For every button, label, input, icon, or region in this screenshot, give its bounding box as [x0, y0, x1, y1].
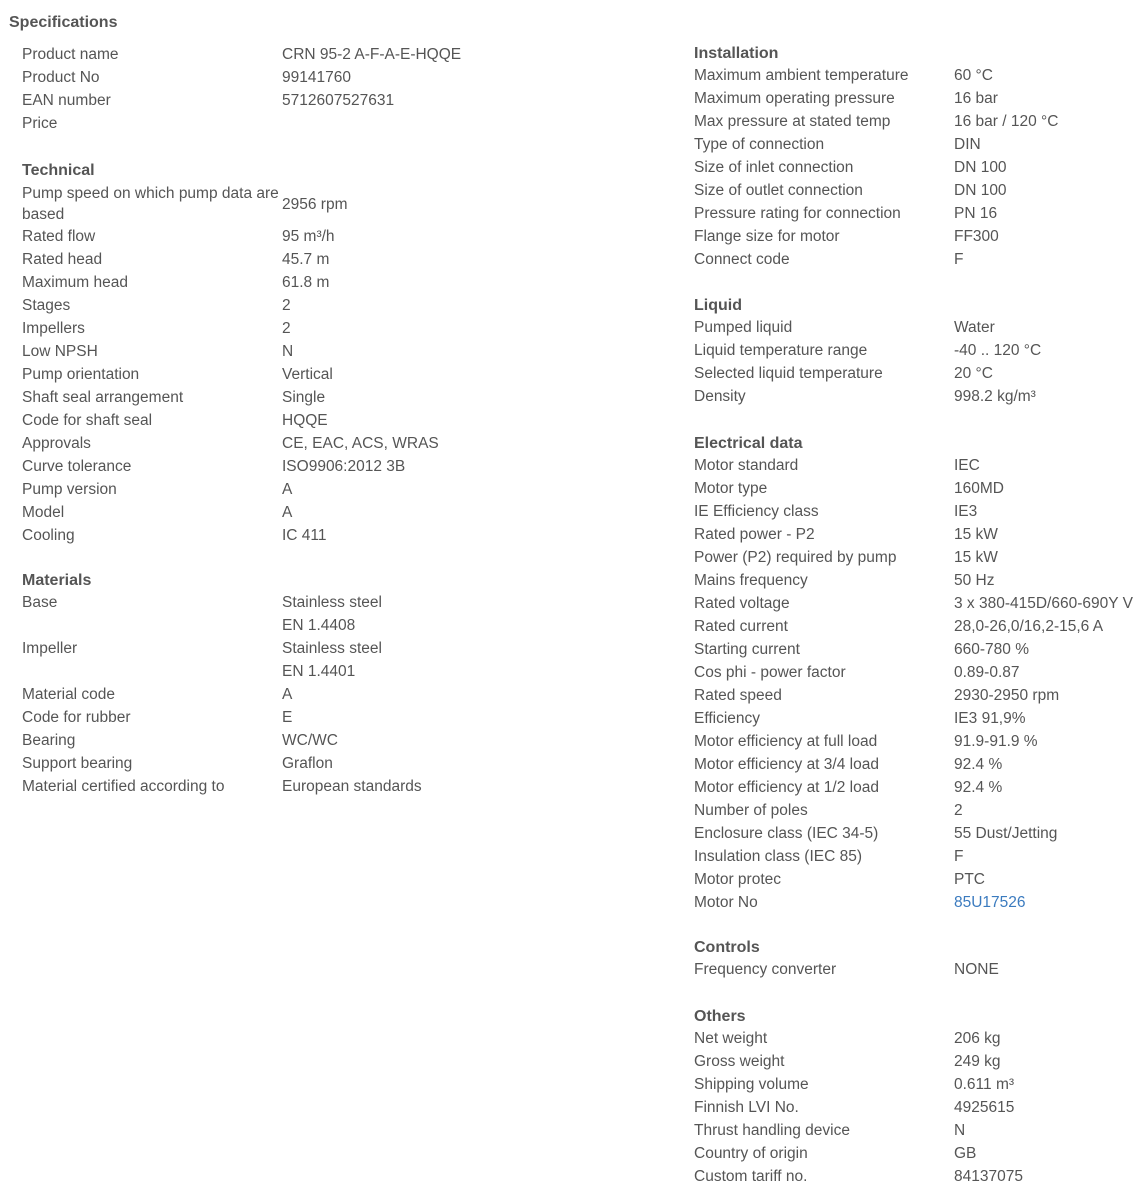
spec-row: [694, 570, 1134, 593]
spec-label: Motor efficiency at 1/2 load: [694, 779, 879, 796]
spec-value: 61.8 m: [282, 274, 330, 291]
spec-row: [22, 387, 562, 410]
spec-label: Pump orientation: [22, 366, 140, 383]
spec-row: [694, 1166, 1134, 1189]
spec-row: [22, 364, 562, 387]
spec-value: HQQE: [282, 412, 328, 429]
spec-value: 3 x 380-415D/660-690Y V: [954, 595, 1133, 612]
spec-row: [22, 90, 562, 113]
spec-value: [282, 592, 562, 638]
spec-row: [694, 157, 1134, 180]
others-section: [694, 1005, 1134, 1189]
spec-value: 206 kg: [954, 1030, 1001, 1047]
spec-value: WC/WC: [282, 732, 338, 749]
spec-row: [22, 753, 562, 776]
spec-row: [22, 525, 562, 548]
spec-label: Size of inlet connection: [694, 159, 854, 176]
spec-value: GB: [954, 1145, 977, 1162]
spec-value: 92.4 %: [954, 756, 1003, 773]
spec-label: Curve tolerance: [22, 458, 132, 475]
spec-value: 15 kW: [954, 526, 998, 543]
spec-label: Motor efficiency at 3/4 load: [694, 756, 879, 773]
spec-row: [694, 662, 1134, 685]
spec-value: 92.4 %: [954, 779, 1003, 796]
spec-row: [694, 455, 1134, 478]
spec-label: Product name: [22, 46, 119, 63]
spec-value: IC 411: [282, 527, 327, 544]
spec-row: [694, 317, 1134, 340]
spec-value: CRN 95-2 A-F-A-E-HQQE: [282, 46, 462, 63]
spec-row: [694, 892, 1134, 915]
spec-label: Shipping volume: [694, 1076, 809, 1093]
spec-label: Bearing: [22, 732, 76, 749]
spec-value: European standards: [282, 778, 422, 795]
spec-value: 160MD: [954, 480, 1004, 497]
spec-value: Vertical: [282, 366, 333, 383]
spec-row: [694, 823, 1134, 846]
spec-value: Single: [282, 389, 326, 406]
technical-section: [22, 159, 562, 548]
spec-value: ISO9906:2012 3B: [282, 458, 406, 475]
spec-label: Motor standard: [694, 457, 799, 474]
spec-value: 2: [282, 297, 291, 314]
section-title: Controls: [694, 939, 760, 956]
spec-value: FF300: [954, 228, 999, 245]
spec-row: [694, 754, 1134, 777]
spec-value: F: [954, 251, 964, 268]
spec-label: Size of outlet connection: [694, 182, 863, 199]
spec-row: [694, 111, 1134, 134]
installation-section: [694, 42, 1134, 272]
spec-row: [694, 501, 1134, 524]
spec-value: Water: [954, 319, 995, 336]
spec-value: 99141760: [282, 69, 351, 86]
spec-value: A: [282, 481, 293, 498]
spec-label: Thrust handling device: [694, 1122, 850, 1139]
spec-value-line: EN 1.4401: [282, 663, 356, 680]
spec-label: Connect code: [694, 251, 790, 268]
spec-label: Insulation class (IEC 85): [694, 848, 862, 865]
spec-label: Support bearing: [22, 755, 133, 772]
controls-section: [694, 936, 1134, 982]
spec-label: Rated speed: [694, 687, 782, 704]
spec-value: IE3: [954, 503, 978, 520]
spec-label: Shaft seal arrangement: [22, 389, 184, 406]
spec-row: [694, 1120, 1134, 1143]
spec-value: 16 bar: [954, 90, 998, 107]
spec-label: Motor protec: [694, 871, 782, 888]
spec-label: Rated flow: [22, 228, 96, 245]
spec-value: PTC: [954, 871, 985, 888]
spec-row: [22, 318, 562, 341]
spec-row: [22, 592, 562, 638]
spec-row: [22, 113, 562, 136]
spec-value: DIN: [954, 136, 981, 153]
spec-value: [282, 113, 562, 136]
spec-label: Frequency converter: [694, 961, 837, 978]
spec-label: Flange size for motor: [694, 228, 840, 245]
spec-label: EAN number: [22, 92, 111, 109]
spec-value: 2: [282, 320, 291, 337]
spec-row: [22, 226, 562, 249]
spec-row: [694, 340, 1134, 363]
spec-label: Density: [694, 388, 746, 405]
spec-label: IE Efficiency class: [694, 503, 819, 520]
spec-value: N: [282, 343, 294, 360]
spec-row: [694, 708, 1134, 731]
spec-value: 91.9-91.9 %: [954, 733, 1038, 750]
spec-row: [694, 547, 1134, 570]
spec-value-line: Stainless steel: [282, 594, 382, 611]
spec-label: Motor No: [694, 894, 758, 911]
spec-label: Rated head: [22, 251, 103, 268]
spec-label: Price: [22, 115, 58, 132]
spec-label: Approvals: [22, 435, 91, 452]
spec-value: IE3 91,9%: [954, 710, 1026, 727]
spec-value: N: [954, 1122, 966, 1139]
spec-label: Material code: [22, 686, 116, 703]
spec-value: CE, EAC, ACS, WRAS: [282, 435, 439, 452]
spec-row: [694, 685, 1134, 708]
section-title: Installation: [694, 45, 779, 62]
spec-value: E: [282, 709, 293, 726]
spec-label: Motor efficiency at full load: [694, 733, 878, 750]
spec-label: Starting current: [694, 641, 800, 658]
spec-value: 249 kg: [954, 1053, 1001, 1070]
spec-label: Finnish LVI No.: [694, 1099, 799, 1116]
spec-label: Pressure rating for connection: [694, 205, 901, 222]
spec-value: PN 16: [954, 205, 998, 222]
materials-section: [22, 569, 562, 799]
spec-value: 55 Dust/Jetting: [954, 825, 1058, 842]
motor-no-link[interactable]: 85U17526: [954, 894, 1026, 911]
spec-value: 4925615: [954, 1099, 1015, 1116]
spec-label: Code for rubber: [22, 709, 131, 726]
spec-row: [22, 433, 562, 456]
spec-value: 28,0-26,0/16,2-15,6 A: [954, 618, 1104, 635]
spec-label: Number of poles: [694, 802, 808, 819]
spec-row: [694, 65, 1134, 88]
section-title: Electrical data: [694, 435, 803, 452]
spec-row: [694, 639, 1134, 662]
spec-row: [694, 1074, 1134, 1097]
spec-row: [694, 134, 1134, 157]
spec-label: Rated power - P2: [694, 526, 815, 543]
section-title: Liquid: [694, 297, 742, 314]
spec-label: Maximum operating pressure: [694, 90, 895, 107]
spec-label: Low NPSH: [22, 343, 98, 360]
spec-label: Material certified according to: [22, 778, 225, 795]
spec-label: Impeller: [22, 640, 78, 657]
spec-row: [22, 410, 562, 433]
spec-label: Base: [22, 594, 58, 611]
spec-row: [694, 869, 1134, 892]
spec-value: 15 kW: [954, 549, 998, 566]
spec-value: 998.2 kg/m³: [954, 388, 1036, 405]
spec-value: 2930-2950 rpm: [954, 687, 1060, 704]
spec-row: [694, 203, 1134, 226]
spec-label: Stages: [22, 297, 71, 314]
spec-row: [694, 959, 1134, 982]
spec-row: [22, 479, 562, 502]
spec-row: [22, 502, 562, 525]
spec-value-line: Stainless steel: [282, 640, 382, 657]
spec-value: 5712607527631: [282, 92, 395, 109]
section-title: Others: [694, 1008, 746, 1025]
spec-label: Liquid temperature range: [694, 342, 868, 359]
spec-row: [22, 272, 562, 295]
spec-label: Rated current: [694, 618, 788, 635]
spec-row: [22, 707, 562, 730]
spec-label: Enclosure class (IEC 34-5): [694, 825, 879, 842]
spec-row: [22, 67, 562, 90]
section-title: Materials: [22, 572, 92, 589]
spec-label: Maximum head: [22, 274, 128, 291]
spec-value: 0.89-0.87: [954, 664, 1020, 681]
spec-row: [22, 182, 562, 226]
spec-row: [22, 44, 562, 67]
electrical-section: [694, 432, 1134, 915]
spec-row: [694, 731, 1134, 754]
spec-value: 50 Hz: [954, 572, 995, 589]
spec-label: Cooling: [22, 527, 75, 544]
spec-value: 45.7 m: [282, 251, 330, 268]
spec-label: Type of connection: [694, 136, 825, 153]
spec-label: Motor type: [694, 480, 768, 497]
spec-row: [694, 180, 1134, 203]
spec-value: F: [954, 848, 964, 865]
spec-label: Code for shaft seal: [22, 412, 153, 429]
spec-value: [282, 638, 562, 684]
spec-row: [22, 295, 562, 318]
spec-label: Cos phi - power factor: [694, 664, 846, 681]
spec-label: Net weight: [694, 1030, 768, 1047]
spec-row: [22, 249, 562, 272]
spec-value: 84137075: [954, 1168, 1023, 1185]
spec-row: [694, 800, 1134, 823]
spec-row: [694, 524, 1134, 547]
spec-row: [694, 478, 1134, 501]
spec-value: NONE: [954, 961, 999, 978]
spec-value: Graflon: [282, 755, 333, 772]
spec-row: [22, 456, 562, 479]
spec-label: Pump version: [22, 481, 117, 498]
spec-row: [694, 777, 1134, 800]
liquid-section: [694, 294, 1134, 409]
spec-row: [694, 1097, 1134, 1120]
spec-row: [694, 593, 1134, 616]
spec-row: [694, 616, 1134, 639]
spec-value: 2956 rpm: [282, 195, 348, 213]
section-title: Technical: [22, 162, 95, 179]
spec-row: [694, 1143, 1134, 1166]
spec-value: -40 .. 120 °C: [954, 342, 1042, 359]
spec-value: DN 100: [954, 159, 1007, 176]
spec-label: Gross weight: [694, 1053, 785, 1070]
spec-row: [22, 341, 562, 364]
spec-label: Rated voltage: [694, 595, 790, 612]
spec-value: A: [282, 504, 293, 521]
spec-label: Selected liquid temperature: [694, 365, 883, 382]
spec-label: Pumped liquid: [694, 319, 793, 336]
spec-value-line: EN 1.4408: [282, 617, 356, 634]
spec-value: 0.611 m³: [954, 1076, 1015, 1093]
spec-label: Model: [22, 504, 65, 521]
spec-row: [22, 684, 562, 707]
spec-value: A: [282, 686, 293, 703]
general-section: [22, 44, 562, 136]
spec-label: Custom tariff no.: [694, 1168, 808, 1185]
spec-value: 16 bar / 120 °C: [954, 113, 1059, 130]
spec-value: 95 m³/h: [282, 228, 335, 245]
spec-value: 20 °C: [954, 365, 993, 382]
spec-value: 660-780 %: [954, 641, 1029, 658]
spec-row: [694, 363, 1134, 386]
spec-row: [694, 226, 1134, 249]
spec-row: [22, 638, 562, 684]
spec-label: Efficiency: [694, 710, 761, 727]
spec-value: 60 °C: [954, 67, 993, 84]
spec-row: [22, 730, 562, 753]
spec-label: Mains frequency: [694, 572, 808, 589]
spec-label: Maximum ambient temperature: [694, 67, 909, 84]
spec-label: Max pressure at stated temp: [694, 113, 891, 130]
spec-label: Pump speed on which pump data are based: [22, 185, 279, 223]
spec-row: [694, 1051, 1134, 1074]
spec-label: Country of origin: [694, 1145, 808, 1162]
spec-row: [694, 386, 1134, 409]
spec-row: [694, 1028, 1134, 1051]
spec-value: IEC: [954, 457, 980, 474]
spec-row: [22, 776, 562, 799]
spec-row: [694, 846, 1134, 869]
spec-label: Impellers: [22, 320, 85, 337]
spec-label: Power (P2) required by pump: [694, 549, 897, 566]
spec-row: [694, 88, 1134, 111]
spec-label: Product No: [22, 69, 100, 86]
spec-value: 2: [954, 802, 963, 819]
spec-row: [694, 249, 1134, 272]
page-title: Specifications: [9, 14, 118, 31]
spec-value: DN 100: [954, 182, 1007, 199]
